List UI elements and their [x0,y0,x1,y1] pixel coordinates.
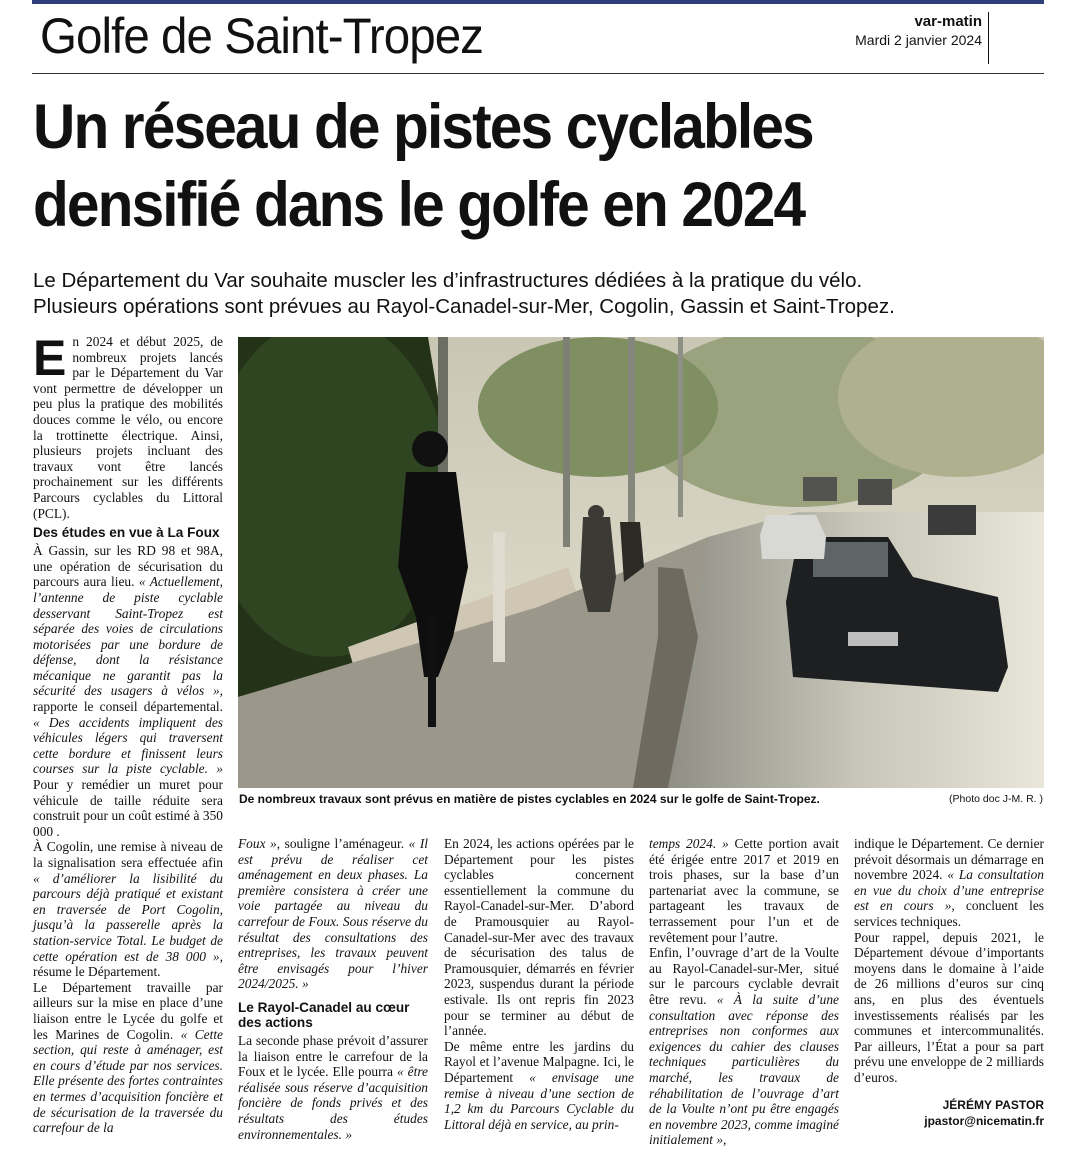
section-title: Golfe de Saint-Tropez [40,8,483,64]
headline-line-2: densifié dans le golfe en 2024 [33,170,805,240]
author-name: JÉRÉMY PASTOR [942,1098,1044,1112]
paragraph-portion [649,836,839,945]
photo-caption [239,792,1043,807]
byline [852,1097,1044,1129]
text-run: À Gassin, sur les RD 98 et 98A, une opération de sécurisation du parcours aura lieu. [33,543,223,590]
author-email[interactable]: jpastor@nicematin.fr [924,1114,1044,1128]
caption-text: De nombreux travaux sont prévus en matière de pistes cyclables en 2024 sur le golfe de Saint-Tropez. [239,792,820,806]
quote-run: temps 2024. » [649,836,729,851]
header-rule [32,73,1044,74]
paragraph-foux [238,836,428,992]
quote-run: « Il est prévu de réaliser cet aménagement en deux phases. La première consistera à créer une voie partagée au niveau du carrefour de Foux. Sous réserve du résultat des consultations des entreprises, les travaux peuvent être envisagés pour l’hiver 2024/2025. » [238,836,428,992]
article-column-4 [649,836,839,1148]
photo-credit: (Photo doc J-M. R. ) [949,793,1043,805]
quote-run: « être réalisée sous réserve d’acquisition foncière de fonds privés et des résultats des études environnementales. » [238,1064,428,1142]
text-run: Enfin, l’ouvrage d’art de la Voulte au Rayol-Canadel-sur-Mer, situé sur le parcours cyclable devrait être revu. [649,945,839,1007]
quote-run: « Des accidents impliquent des véhicules légers qui traversent cette bordure et finissent leurs courses sur la piste cyclable. » [33,714,223,777]
intro-paragraph [33,330,223,521]
text-run: Le Département travaille par ailleurs sur la mise en place d’une liaison entre le Lycée du golfe et les Marines de Cogolin. [33,979,223,1042]
article-column-1 [33,330,224,1136]
masthead [855,12,982,50]
drop-cap: E [33,330,67,386]
subheading-la-foux: Des études en vue à La Foux [33,525,220,541]
subheading-rayol-canadel: Le Rayol-Canadel au cœur des actions [238,999,410,1030]
quote-run: « Cette section, qui reste à aménager, est en cours d’étude par nos services. Elle présente des fortes contraintes en termes d’acquisition foncière et de sécurisation de la traversée du carrefour de la [33,1026,223,1136]
top-accent-bar [32,0,1044,4]
text-run: De même entre les jardins du Rayol et l’avenue Malpagne. Ici, le Département [444,1038,634,1085]
headline [33,88,1043,244]
quote-run: « Actuellement, l’antenne de piste cyclable desservant Saint-Tropez est séparée des voies de circulations motorisées par une bordure de défense, dont la résistance mécanique ne garantit pas la sécurité des usagers à vélos » [33,574,224,699]
text-run: , résume le Département. [33,948,223,980]
article-column-2 [238,836,428,1142]
paragraph-seconde-phase [238,1033,428,1142]
standfirst-line-1: Le Département du Var souhaite muscler les d’infrastructures dédiées à la pratique du vélo. [33,269,863,292]
text-run: indique le Département. Ce dernier prévoit désormais un démarrage en novembre 2024. [854,836,1044,883]
text-run: Cette portion avait été érigée entre 2017 et 2019 en trois phases, sur la base d’un partenariat avec la commune, se partageant les travaux de terrassement pour l’un et de revêtement pour l’autre. [649,836,839,945]
newspaper-name: var-matin [914,13,982,30]
headline-line-1: Un réseau de pistes cyclables [33,92,813,162]
paragraph-rappel: Pour rappel, depuis 2021, le Département dévoue d’importants moyens dans le domaine à l’aide de 26 millions d’euros sur cinq ans, en plus des éventuels investissements réalisés par les communes et intercommunalités. Par ailleurs, l’État a pour sa part prévu une enveloppe de 2 milliards d’euros. [854,929,1044,1085]
paragraph-jardins-rayol [444,1039,634,1133]
paragraph-gassin [33,543,223,839]
paragraph-cogolin [33,839,223,979]
text-run: , rapporte le conseil départemental. [33,683,223,715]
text-run: , [723,1132,727,1148]
quote-run: « La consultation en vue du choix d’une entreprise est en cours » [854,867,1044,914]
article-column-5 [854,836,1044,1086]
quote-run: Foux » [238,836,277,851]
text-run: À Cogolin, une remise à niveau de la signalisation sera effectuée afin [33,839,223,870]
text-run: Pour y remédier un muret pour véhicule de taille réduite sera construit pour un coût estimé à 350 000 . [33,777,223,839]
quote-run: « d’améliorer la lisibilité du parcours déjà pratiqué et existant en traversée de Port Cogolin, jusqu’à la passerelle après la station-service Total. Le budget de cette opération est de 38 000 » [33,870,223,964]
paragraph-actions-2024: En 2024, les actions opérées par le Département pour les pistes cyclables concernent essentiellement la commune du Rayol-Canadel-sur-Mer. D’abord de Pramousquier au Rayol-Canadel-sur-Mer avec des travaux de sécurisation des talus de Pramousquier, démarrés en février 2023, suspendus durant la période estivale. Ils ont repris fin 2023 pour se terminer au début de l’année. [444,836,634,1039]
standfirst-line-2: Plusieurs opérations sont prévues au Rayol-Canadel-sur-Mer, Cogolin, Gassin et Saint-Tropez. [33,295,895,318]
text-run: , concluent les services techniques. [854,898,1044,929]
text-run: , souligne l’aménageur. [276,836,409,851]
standfirst [33,268,1043,320]
masthead-divider [988,12,989,64]
paragraph-liaison [33,980,223,1136]
intro-text: n 2024 et début 2025, de nombreux projets lancés par le Département du Var vont permettre de développer un peu plus la pratique des mobilités douces comme le vélo, ou encore la trottinette électrique. Ainsi, plusieurs projets incluant des travaux vont être lancés prochainement sur les différents Parcours cyclables du Littoral (PCL). [33,334,223,521]
paragraph-voulte [649,945,839,1148]
issue-date: Mardi 2 janvier 2024 [855,32,982,48]
cyclists-road-illustration [238,337,1044,788]
article-photo [238,337,1044,788]
quote-run: « envisage une remise à niveau d’une section de 1,2 km du Parcours Cyclable du Littoral déjà en service, au prin- [444,1069,634,1132]
article-column-3 [444,836,634,1132]
text-run: La seconde phase prévoit d’assurer la liaison entre le carrefour de la Foux et le lycée. Elle pourra [238,1032,428,1080]
paragraph-demarrage [854,836,1044,930]
quote-run: « À la suite d’une consultation avec réponse des entreprises non conformes aux exigences du cahier des clauses techniques particulières du marché, les travaux de réhabilitation de l’ouvrage d’art de la Voulte n’ont pu être engagés en novembre 2023, comme imaginé initialement » [649,991,839,1148]
